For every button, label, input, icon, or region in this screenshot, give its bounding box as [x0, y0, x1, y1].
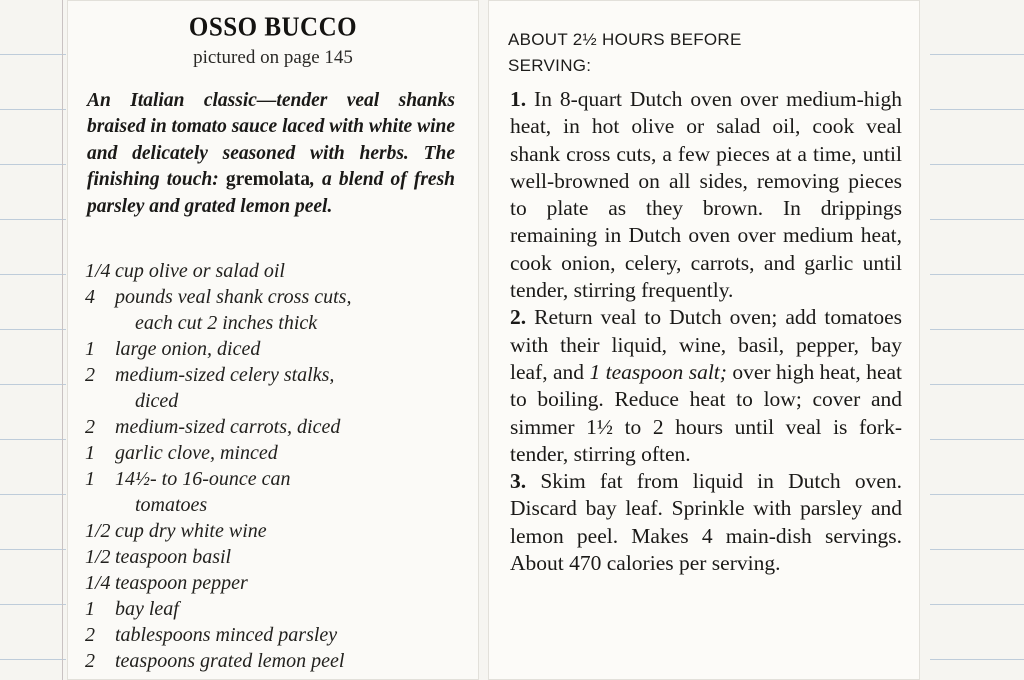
ingredient-text: each cut 2 inches thick — [135, 312, 318, 334]
ingredient-qty: 1 — [85, 338, 95, 360]
ingredient-text: garlic clove, minced — [115, 442, 278, 464]
notebook-margin-line — [62, 0, 63, 680]
intro-lead: An Italian classic—tender veal shanks braised in tomato sauce laced with white wine and delicately seasoned with herbs. The finishing touch: — [87, 90, 455, 191]
ingredient-qty — [85, 492, 115, 518]
step-1 — [510, 86, 902, 304]
ingredient-item — [85, 570, 465, 596]
ingredient-item — [85, 388, 465, 414]
ingredient-text: medium-sized celery stalks, — [115, 364, 335, 386]
recipe-clipping-right — [488, 0, 920, 680]
recipe-intro — [87, 88, 455, 220]
ingredient-qty — [85, 310, 115, 336]
ingredient-qty: 2 — [85, 650, 95, 672]
ingredient-qty: 1 — [85, 598, 95, 620]
ingredient-text: teaspoon pepper — [115, 572, 248, 594]
ingredient-item — [85, 362, 465, 388]
ingredient-qty: 1 — [85, 442, 95, 464]
timing-line-2: SERVING: — [508, 56, 592, 75]
ingredient-qty: 2 — [85, 416, 95, 438]
step-2 — [510, 304, 902, 468]
ingredient-item — [85, 648, 465, 674]
step-2-number: 2. — [510, 305, 527, 330]
ingredient-item — [85, 414, 465, 440]
notebook-ruled-lines-right — [930, 0, 1024, 680]
step-3-text: Skim fat from liquid in Dutch oven. Discard bay leaf. Sprinkle with parsley and lemon peel. Makes 4 main-dish servings. About 470 calories per serving. — [510, 469, 902, 576]
timing-line-1: ABOUT 2½ HOURS BEFORE — [508, 30, 742, 49]
ingredient-text: diced — [135, 390, 179, 412]
intro-tail: , a blend of fresh parsley and grated lemon peel. — [87, 169, 455, 217]
step-1-text: In 8-quart Dutch oven over medium-high heat, in hot olive or salad oil, cook veal shank cross cuts, a few pieces at a time, until well-browned on all sides, removing pieces to plate as they brown. In drippings remaining in Dutch oven over medium heat, cook onion, celery, carrots, and garlic until tender, stirring frequently. — [510, 87, 902, 303]
ingredient-item — [85, 336, 465, 362]
ingredient-qty: 1/2 — [85, 546, 111, 568]
notebook-ruled-lines-left — [0, 0, 66, 680]
step-3-number: 3. — [510, 469, 527, 494]
ingredient-qty: 2 — [85, 624, 95, 646]
ingredient-item — [85, 622, 465, 648]
ingredient-text: medium-sized carrots, diced — [115, 416, 341, 438]
recipe-subtitle: pictured on page 145 — [193, 47, 353, 68]
recipe-steps — [510, 86, 902, 577]
ingredient-item — [85, 284, 465, 310]
ingredient-text: pounds veal shank cross cuts, — [115, 286, 352, 308]
step-3 — [510, 468, 902, 577]
step-2-text-a: Return veal to Dutch oven; add tomatoes with their liquid, wine, basil, pepper, bay leaf, and — [510, 305, 902, 384]
ingredient-item — [85, 544, 465, 570]
step-1-number: 1. — [510, 87, 527, 111]
ingredient-qty: 4 — [85, 286, 95, 308]
ingredient-item — [85, 596, 465, 622]
ingredient-item — [85, 440, 465, 466]
recipe-clipping-left — [67, 0, 479, 680]
ingredient-qty: 1/4 — [85, 260, 111, 282]
ingredient-qty: 1/2 — [85, 520, 111, 542]
ingredient-text: bay leaf — [115, 598, 179, 620]
ingredient-item — [85, 310, 465, 336]
ingredient-text: 14½- to 16-ounce can — [115, 468, 291, 490]
ingredient-qty — [85, 388, 115, 414]
intro-gremolata: gremolata — [225, 169, 311, 191]
ingredient-item — [85, 466, 465, 492]
ingredient-text: tomatoes — [135, 494, 208, 516]
ingredient-item — [85, 492, 465, 518]
ingredient-item — [85, 258, 465, 284]
ingredient-text: cup olive or salad oil — [115, 260, 285, 282]
recipe-title: OSSO BUCCO — [188, 12, 358, 43]
ingredient-text: large onion, diced — [115, 338, 261, 360]
ingredient-list — [85, 258, 465, 674]
timing-heading — [508, 27, 742, 79]
ingredient-text: teaspoon basil — [115, 546, 232, 568]
ingredient-qty: 2 — [85, 364, 95, 386]
ingredient-text: teaspoons grated lemon peel — [115, 650, 345, 672]
ingredient-text: tablespoons minced parsley — [115, 624, 338, 646]
ingredient-qty: 1 — [85, 468, 95, 490]
ingredient-qty: 1/4 — [85, 572, 111, 594]
step-2-italic: 1 teaspoon salt; — [589, 359, 727, 384]
ingredient-text: cup dry white wine — [115, 520, 267, 542]
ingredient-item — [85, 518, 465, 544]
step-2-text-b: over high heat, heat to boiling. Reduce heat to low; cover and simmer 1½ to 2 hours until veal is fork-tender, stirring often. — [510, 359, 903, 466]
